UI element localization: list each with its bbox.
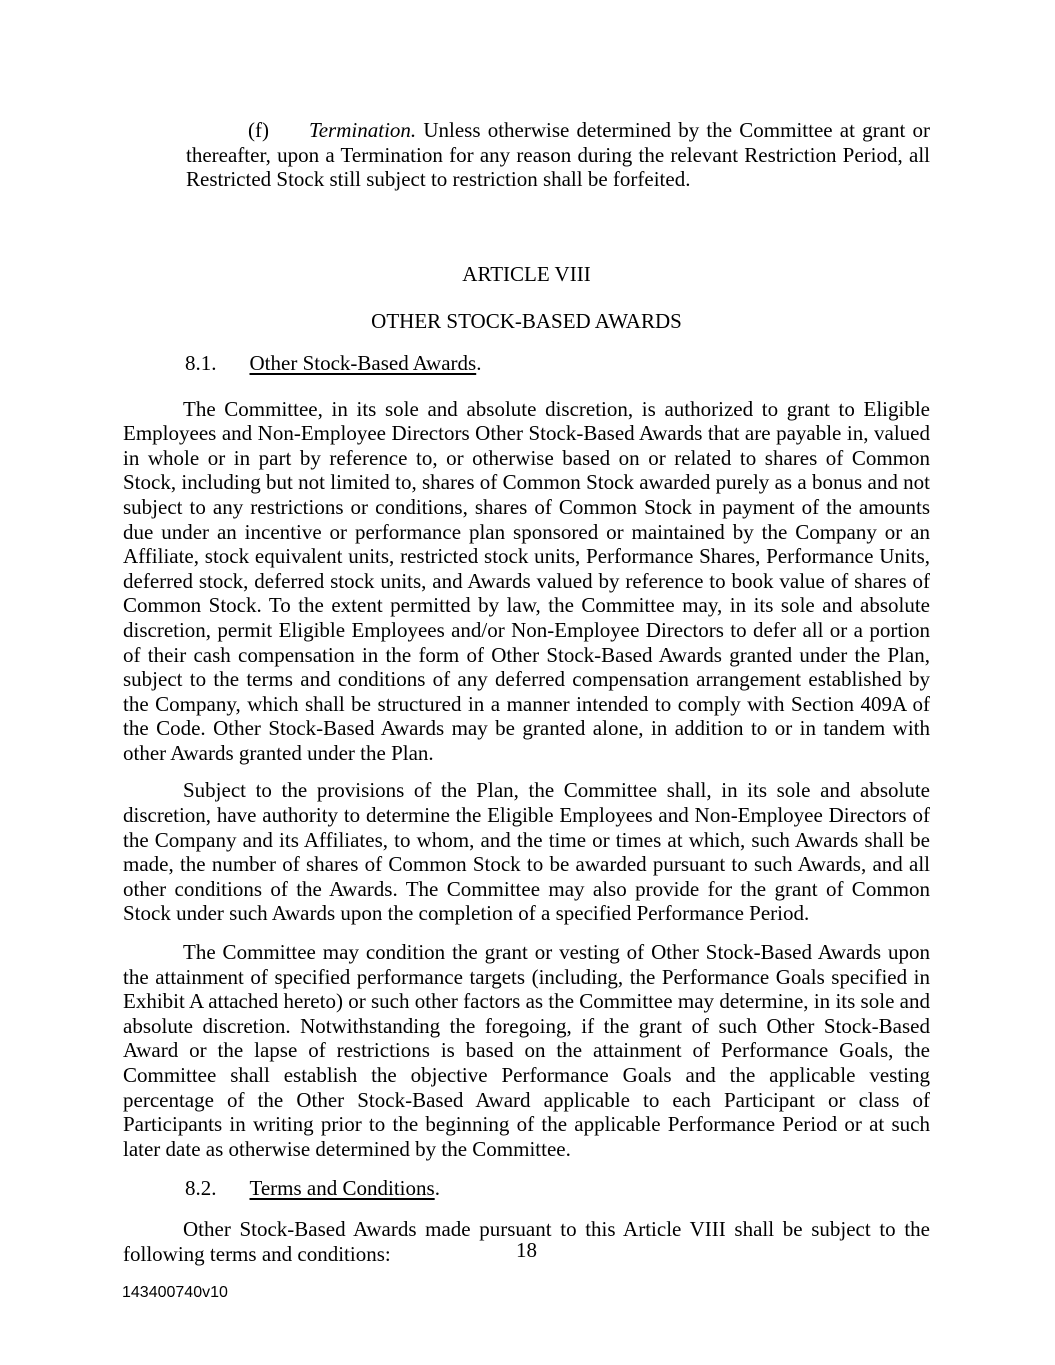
section-title-period: .: [476, 350, 482, 375]
section-8-1-heading: [185, 351, 930, 376]
article-title: OTHER STOCK-BASED AWARDS: [371, 309, 682, 334]
section-title-period: .: [434, 1176, 440, 1201]
clause-label: (f): [248, 118, 269, 142]
clause-body-text: Unless otherwise determined by the Committee at grant or thereafter, upon a Termination for any reason during the relevant Restriction Period, all Restricted Stock still subject to restriction shall be forfeited.: [186, 118, 930, 192]
body-paragraph-2: Subject to the provisions of the Plan, the Committee shall, in its sole and absolute discretion, have authority to determine the Eligible Employees and Non-Employee Directors of the Company and its Affiliates, to whom, and the time or times at which, such Awards shall be made, the number of shares of Common Stock to be awarded pursuant to such Awards, and all other conditions of the Awards. The Committee may also provide for the grant of Common Stock under such Awards upon the completion of a specified Performance Period.: [123, 778, 930, 926]
page-content: [123, 118, 930, 1266]
termination-clause-paragraph: [186, 118, 930, 192]
page-number: 18: [516, 1238, 537, 1262]
section-title: Other Stock-Based Awards: [249, 350, 477, 375]
clause-term-italic: Termination.: [308, 118, 417, 142]
section-number: 8.2.: [185, 1176, 217, 1201]
body-paragraph-4: Other Stock-Based Awards made pursuant to this Article VIII shall be subject to the following terms and conditions:: [123, 1216, 930, 1266]
document-id-footer: 143400740v10: [122, 1284, 228, 1301]
section-title: Terms and Conditions: [249, 1176, 435, 1201]
article-heading: ARTICLE VIII: [462, 261, 591, 286]
section-number: 8.1.: [185, 350, 217, 375]
body-paragraph-1: The Committee, in its sole and absolute discretion, is authorized to grant to Eligible Employees and Non-Employee Directors Other Stock-Based Awards that are payable in, valued in whole or in part by reference to, or otherwise based on or related to shares of Common Stock, including but not limited to, shares of Common Stock awarded purely as a bonus and not subject to any restrictions or conditions, shares of Common Stock in payment of the amounts due under an incentive or performance plan sponsored or maintained by the Company or an Affiliate, stock equivalent units, restricted stock units, Performance Shares, Performance Units, deferred stock, deferred stock units, and Awards valued by reference to book value of shares of Common Stock. To the extent permitted by law, the Committee may, in its sole and absolute discretion, permit Eligible Employees and/or Non-Employee Directors to defer all or a portion of their cash compensation in the form of Other Stock-Based Awards granted under the Plan, subject to the terms and conditions of any deferred compensation arrangement established by the Company, which shall be structured in a manner intended to comply with Section 409A of the Code. Other Stock-Based Awards may be granted alone, in addition to or in tandem with other Awards granted under the Plan.: [123, 396, 930, 765]
section-8-2-heading: [185, 1176, 930, 1201]
body-paragraph-3: The Committee may condition the grant or vesting of Other Stock-Based Awards upon the attainment of specified performance targets (including, the Performance Goals specified in Exhibit A attached hereto) or such other factors as the Committee may determine, in its sole and absolute discretion. Notwithstanding the foregoing, if the grant of such Other Stock-Based Award or the lapse of restrictions is based on the attainment of Performance Goals, the Committee shall establish the objective Performance Goals and the applicable vesting percentage of the Other Stock-Based Award applicable to each Participant or class of Participants in writing prior to the beginning of the applicable Performance Period or at such later date as otherwise determined by the Committee.: [123, 940, 930, 1161]
